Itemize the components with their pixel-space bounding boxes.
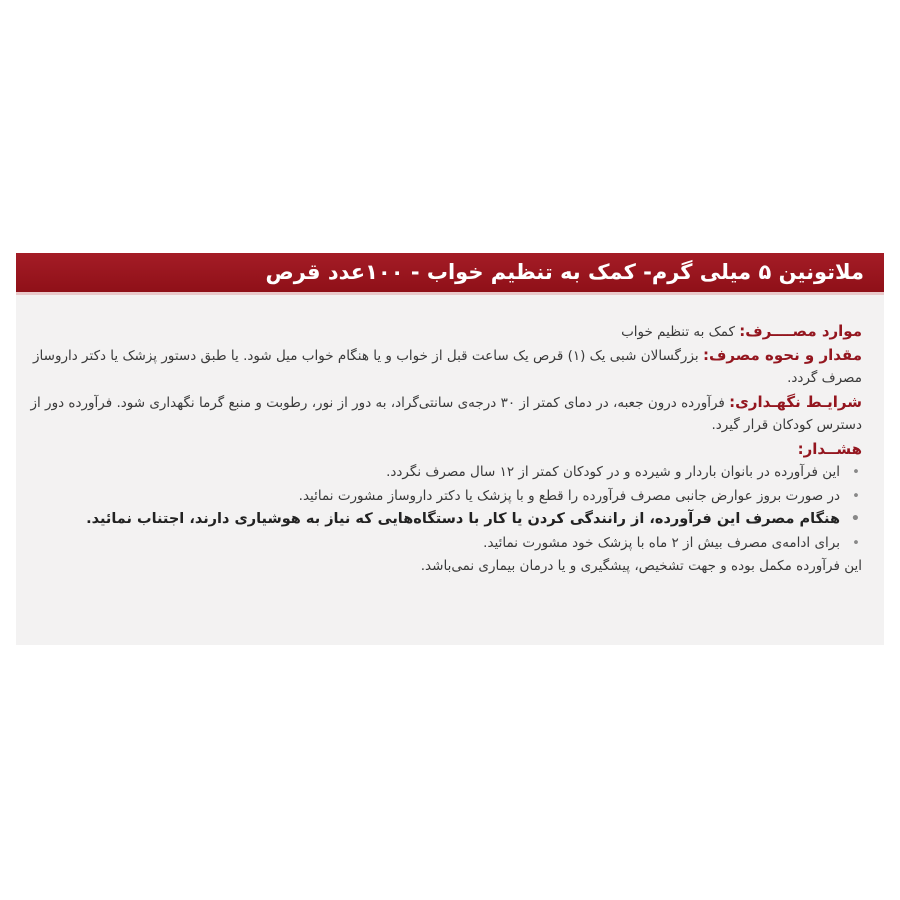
warning-heading-line (38, 438, 862, 462)
usage-label: موارد مصــــرف: (739, 322, 862, 340)
warning-item (38, 461, 862, 485)
label-content (30, 320, 862, 579)
dosage-line-2 (38, 367, 862, 391)
storage-text-1: فرآورده درون جعبه، در دمای کمتر از ۳۰ درجه‌ی سانتی‌گراد، به دور از نور، رطوبت و منبع گرما نگهداری شود. فرآورده دور از (30, 394, 730, 411)
usage-text: کمک به تنظیم خواب (621, 324, 740, 340)
bullet-icon: • (850, 511, 860, 527)
warning-item-emphasized (38, 508, 862, 532)
warning-item (38, 532, 862, 556)
warning-item-text: برای ادامه‌ی مصرف بیش از ۲ ماه با پزشک خود مشورت نمائید. (483, 534, 840, 551)
dosage-label: مقدار و نحوه مصرف: (702, 345, 862, 364)
warning-item-text: این فرآورده در بانوان باردار و شیرده و در کودکان کمتر از ۱۲ سال مصرف نگردد. (386, 464, 840, 480)
product-title: ملاتونین ۵ میلی گرم- کمک به تنظیم خواب - ۱۰۰عدد قرص (265, 260, 864, 284)
dosage-text-2: مصرف گردد. (787, 370, 862, 386)
footer-line (38, 555, 862, 579)
dosage-text-1: بزرگسالان شبی یک (۱) قرص یک ساعت قبل از خواب و یا هنگام خواب میل شود. یا طبق دستور پزشک یا دکتر داروساز (33, 347, 703, 364)
storage-label: شرایـط نگهـداری: (729, 392, 862, 411)
warning-item-text: در صورت بروز عوارض جانبی مصرف فرآورده را قطع و با پزشک یا دکتر داروساز مشورت نمائید. (298, 487, 840, 504)
storage-line-1 (30, 391, 862, 415)
bullet-icon: • (852, 487, 860, 504)
storage-text-2: دسترس کودکان قرار گیرد. (711, 417, 862, 433)
usage-line (38, 320, 862, 344)
dosage-line-1 (33, 344, 862, 368)
warning-label: هشــدار: (797, 439, 862, 458)
bullet-icon: • (852, 464, 860, 480)
warning-item-text: هنگام مصرف این فرآورده، از رانندگی کردن یا کار با دستگاه‌هایی که نیاز به هوشیاری دارند، اجتناب نمائید. (86, 511, 840, 527)
storage-line-2 (38, 414, 862, 438)
title-banner (16, 253, 884, 295)
bullet-icon: • (852, 534, 860, 551)
footer-text: این فرآورده مکمل بوده و جهت تشخیص، پیشگیری و یا درمان بیماری نمی‌باشد. (420, 558, 862, 574)
warning-item (38, 485, 862, 509)
